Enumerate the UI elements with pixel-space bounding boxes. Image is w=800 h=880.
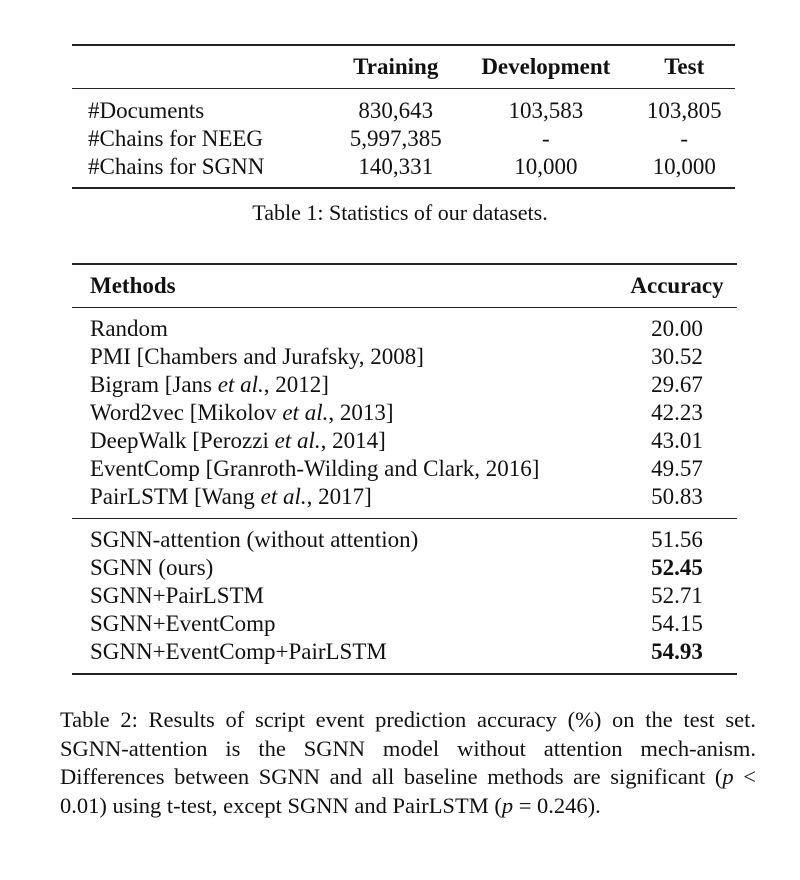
cell-method bbox=[72, 483, 617, 519]
cell-test: - bbox=[680, 126, 689, 151]
cell-method bbox=[72, 308, 617, 344]
header-training: Training bbox=[333, 45, 458, 89]
method-text: EventComp [Granroth-Wilding and Clark, 2016] bbox=[90, 456, 540, 481]
method-italic-text: et al. bbox=[274, 428, 321, 453]
cell-accuracy: 30.52 bbox=[651, 344, 703, 369]
table-row bbox=[72, 153, 735, 188]
table-row bbox=[72, 455, 737, 483]
header-development: Development bbox=[458, 45, 633, 89]
method-text: DeepWalk [Perozzi bbox=[90, 428, 275, 453]
cell-test: 103,805 bbox=[646, 98, 722, 123]
cell-accuracy: 20.00 bbox=[651, 316, 703, 341]
table-row bbox=[72, 308, 737, 344]
cell-test: 10,000 bbox=[652, 154, 716, 179]
cell-training: 830,643 bbox=[358, 98, 434, 123]
cell-method bbox=[72, 455, 617, 483]
cell-method: SGNN+EventComp+PairLSTM bbox=[90, 639, 387, 664]
table-row bbox=[72, 610, 737, 638]
cell-accuracy: 43.01 bbox=[651, 428, 703, 453]
cell-accuracy: 54.93 bbox=[651, 639, 703, 664]
accuracy-results-table bbox=[72, 263, 737, 675]
table-row bbox=[72, 89, 735, 126]
method-text: Word2vec [Mikolov bbox=[90, 400, 283, 425]
cell-development: - bbox=[541, 126, 550, 151]
table-row bbox=[72, 399, 737, 427]
cell-accuracy: 54.15 bbox=[651, 611, 703, 636]
cell-training: 5,997,385 bbox=[349, 126, 442, 151]
cell-label: #Chains for NEEG bbox=[88, 126, 264, 151]
header-test: Test bbox=[633, 45, 735, 89]
header-accuracy: Accuracy bbox=[617, 264, 737, 308]
cell-method: SGNN-attention (without attention) bbox=[90, 527, 419, 552]
cell-method bbox=[72, 371, 617, 399]
cell-method: SGNN+EventComp bbox=[90, 611, 276, 636]
cell-method bbox=[72, 399, 617, 427]
method-text: , 2013] bbox=[328, 400, 394, 425]
header-empty bbox=[72, 45, 333, 89]
cell-accuracy: 52.71 bbox=[651, 583, 703, 608]
method-text: , 2017] bbox=[306, 484, 372, 509]
method-italic-text: et al. bbox=[217, 372, 264, 397]
cell-accuracy: 29.67 bbox=[651, 372, 703, 397]
table-row bbox=[72, 371, 737, 399]
cell-method bbox=[72, 427, 617, 455]
table-row bbox=[72, 554, 737, 582]
cell-training: 140,331 bbox=[358, 154, 434, 179]
method-text: Random bbox=[90, 316, 168, 341]
cell-accuracy: 42.23 bbox=[651, 400, 703, 425]
method-italic-text: et al. bbox=[260, 484, 307, 509]
cell-development: 103,583 bbox=[508, 98, 584, 123]
header-methods: Methods bbox=[72, 264, 617, 308]
table-row bbox=[72, 582, 737, 610]
table-row bbox=[72, 125, 735, 153]
cell-method bbox=[72, 343, 617, 371]
caption-text: = 0.246). bbox=[513, 792, 601, 818]
table-row bbox=[72, 519, 737, 555]
method-text: , 2012] bbox=[263, 372, 329, 397]
table1-caption: Table 1: Statistics of our datasets. bbox=[252, 200, 548, 225]
cell-accuracy: 49.57 bbox=[651, 456, 703, 481]
caption-text: Table 2: Results of script event prediction accuracy (%) on the test set. SGNN-attention is the SGNN model without attention mech-anism. Differences between SGNN and all baseline methods are significant ( bbox=[60, 707, 756, 789]
table-row bbox=[72, 483, 737, 519]
method-text: PairLSTM [Wang bbox=[90, 484, 261, 509]
method-text: PMI [Chambers and Jurafsky, 2008] bbox=[90, 344, 424, 369]
table-row bbox=[72, 638, 737, 674]
cell-label: #Documents bbox=[88, 98, 205, 123]
caption-text: < 0.01) using t-test, except SGNN and PairLSTM ( bbox=[60, 764, 756, 818]
method-italic-text: et al. bbox=[282, 400, 329, 425]
table-row bbox=[72, 427, 737, 455]
dataset-statistics-table bbox=[72, 44, 735, 189]
cell-accuracy: 50.83 bbox=[617, 483, 737, 519]
cell-label: #Chains for SGNN bbox=[88, 154, 265, 179]
cell-method: SGNN (ours) bbox=[90, 555, 214, 580]
cell-method: SGNN+PairLSTM bbox=[90, 583, 264, 608]
table2-caption bbox=[60, 706, 756, 820]
cell-development: 10,000 bbox=[514, 154, 578, 179]
caption-p-symbol: p bbox=[501, 792, 514, 818]
method-text: , 2014] bbox=[320, 428, 386, 453]
table-row bbox=[72, 343, 737, 371]
caption-p-symbol: p bbox=[722, 764, 734, 789]
method-text: Bigram [Jans bbox=[90, 372, 218, 397]
cell-accuracy: 52.45 bbox=[651, 555, 703, 580]
cell-accuracy: 51.56 bbox=[651, 527, 703, 552]
